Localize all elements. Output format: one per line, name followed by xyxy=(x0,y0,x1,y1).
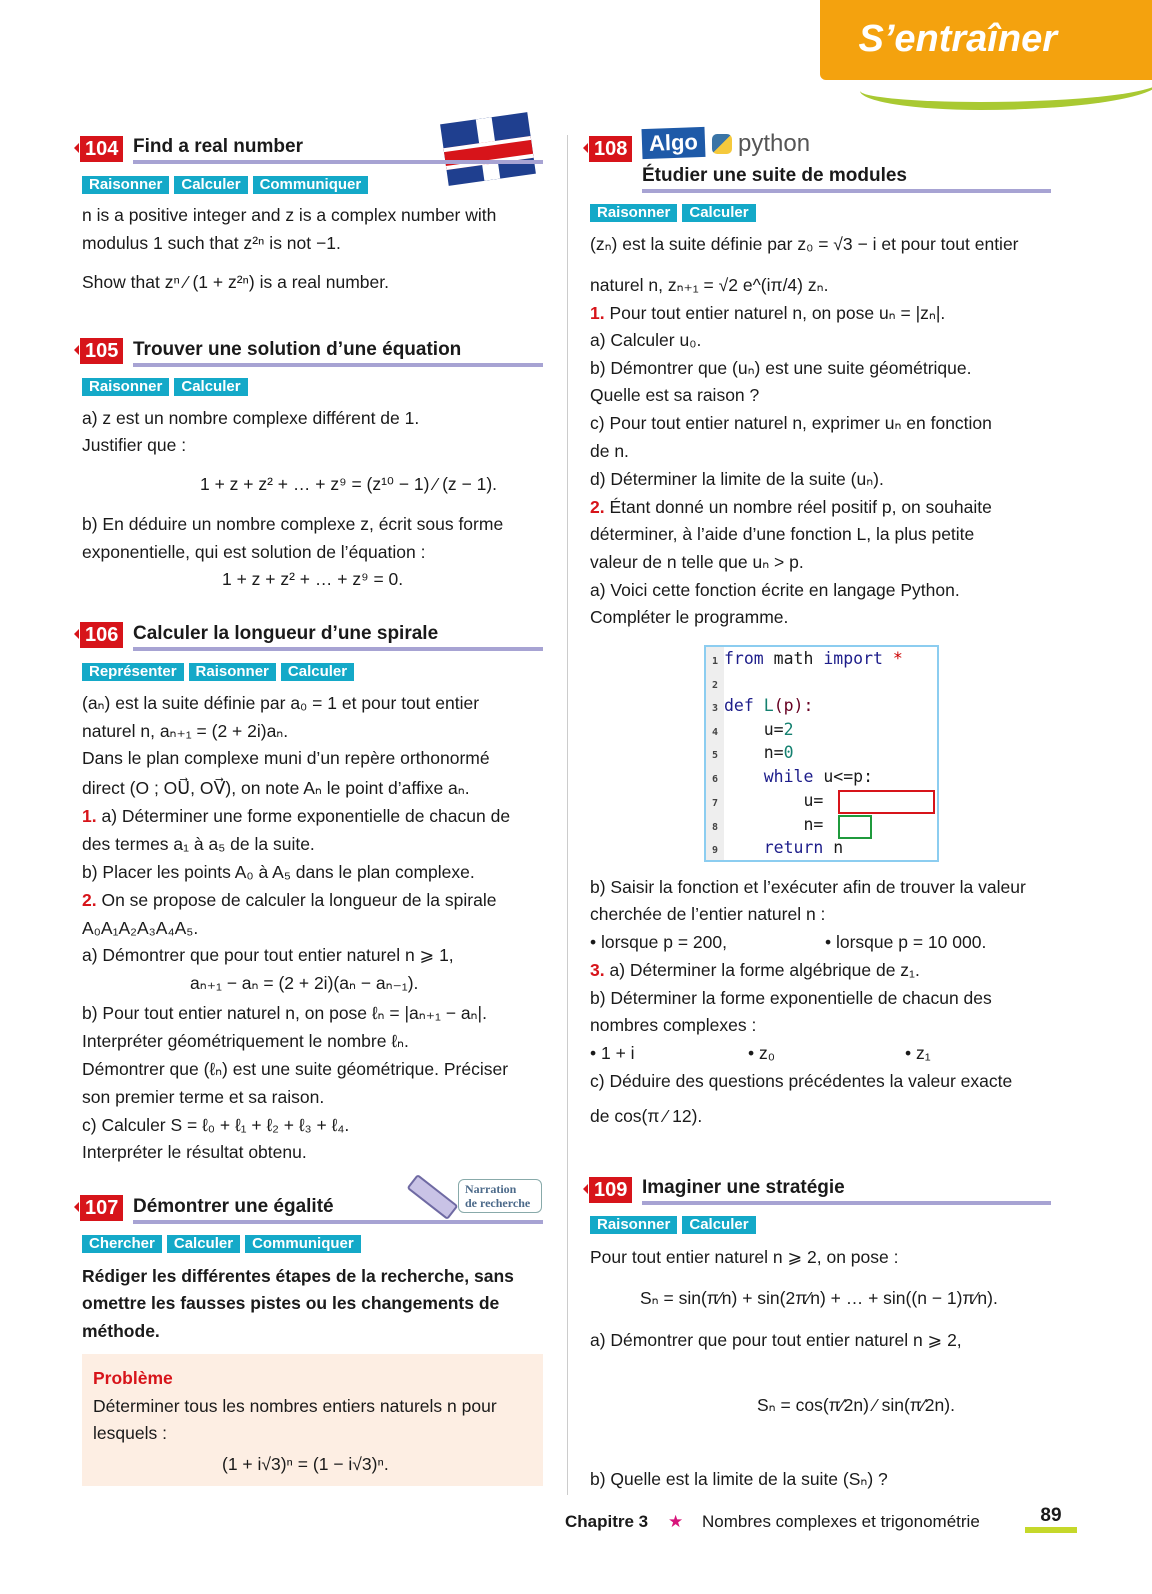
text-line: a) Démontrer que pour tout entier naturel n ⩾ 2, xyxy=(590,1330,962,1350)
text-line: Compléter le programme. xyxy=(590,607,789,627)
algo-badge: Algo xyxy=(641,127,705,159)
text-line: a) z est un nombre complexe différent de 1. xyxy=(82,408,420,428)
skill-tag: Calculer xyxy=(682,204,755,222)
text-span: 1 xyxy=(711,656,719,667)
exercise-title: Trouver une solution d’une équation xyxy=(133,339,462,360)
text-line: A₀A₁A₂A₃A₄A₅. xyxy=(82,918,199,938)
text-span: L xyxy=(753,696,774,715)
title-rule xyxy=(133,647,543,651)
python-icon xyxy=(712,134,732,154)
skill-tags xyxy=(82,378,248,396)
text-span: math xyxy=(763,649,824,668)
text-span: u= xyxy=(803,791,824,810)
text-span: 5 xyxy=(711,750,719,761)
text-line: naturel n, aₙ₊₁ = (2 + 2i)aₙ. xyxy=(82,721,289,741)
python-label: python xyxy=(738,130,811,157)
exercise-title: Démontrer une égalité xyxy=(133,1196,334,1217)
formula: Sₙ = cos(π⁄2n) ⁄ sin(π⁄2n). xyxy=(757,1395,955,1415)
text-line: Pour tout entier naturel n ⩾ 2, on pose : xyxy=(590,1247,899,1267)
text-line: b) Déterminer la forme exponentielle de chacun des xyxy=(590,988,992,1008)
text-line: a) Voici cette fonction écrite en langage Python. xyxy=(590,580,960,600)
text-line: 1. a) Déterminer une forme exponentielle de chacun de xyxy=(82,806,511,826)
pencil-icon xyxy=(406,1174,458,1220)
banner-title: S’entraîner xyxy=(858,18,1057,60)
text-line: Interpréter géométriquement le nombre ℓₙ. xyxy=(82,1031,409,1051)
text-line: aₙ₊₁ − aₙ = (2 + 2i)(aₙ − aₙ₋₁). xyxy=(190,973,419,993)
text-line: d) Déterminer la limite de la suite (uₙ). xyxy=(590,469,884,489)
text-span: 2 xyxy=(783,720,794,739)
skill-tag: Calculer xyxy=(682,1216,755,1234)
text-span: while xyxy=(763,767,814,786)
narration-label: de recherche xyxy=(465,1196,531,1210)
skill-tag: Chercher xyxy=(82,1235,162,1253)
text-span: from xyxy=(724,649,764,668)
text-line: Déterminer tous les nombres entiers naturels n pour xyxy=(93,1396,497,1416)
narration-badge xyxy=(458,1179,542,1213)
text-span: n= xyxy=(763,743,784,762)
text-line: c) Pour tout entier naturel n, exprimer uₙ en fonction xyxy=(590,413,992,433)
problem-label: Problème xyxy=(93,1368,173,1388)
text-span: 2 xyxy=(711,680,719,691)
text-line: Show that zⁿ ⁄ (1 + z²ⁿ) is a real number. xyxy=(82,272,389,292)
python-logo xyxy=(712,130,810,158)
decorative-swoosh xyxy=(860,62,1152,110)
text-line: a) Démontrer que pour tout entier naturel n ⩾ 1, xyxy=(82,945,454,965)
skill-tags xyxy=(82,663,354,681)
exercise-number: 105 xyxy=(80,338,123,364)
text-line: • lorsque p = 10 000. xyxy=(825,932,987,952)
skill-tags xyxy=(590,204,756,222)
text-line: de cos(π ⁄ 12). xyxy=(590,1106,703,1126)
text-line: Dans le plan complexe muni d’un repère orthonormé xyxy=(82,748,490,768)
text-line: 2. Étant donné un nombre réel positif p, on souhaite xyxy=(590,497,992,517)
skill-tag: Raisonner xyxy=(189,663,276,681)
text-line: b) Pour tout entier naturel n, on pose ℓₙ = |aₙ₊₁ − aₙ|. xyxy=(82,1003,487,1023)
formula: (1 + i√3)ⁿ = (1 − i√3)ⁿ. xyxy=(222,1454,389,1474)
text-span: 8 xyxy=(711,822,719,833)
code-line xyxy=(706,647,903,670)
text-line: cherchée de l’entier naturel n : xyxy=(590,904,826,924)
skill-tag: Raisonner xyxy=(590,1216,677,1234)
skill-tag: Raisonner xyxy=(82,176,169,194)
exercise-number: 107 xyxy=(80,1195,123,1221)
text-line: valeur de n telle que uₙ > p. xyxy=(590,552,804,572)
text-span: 6 xyxy=(711,774,719,785)
skill-tag: Raisonner xyxy=(82,378,169,396)
code-line xyxy=(706,836,843,859)
question-number: 1. xyxy=(82,806,97,826)
text-line: (aₙ) est la suite définie par a₀ = 1 et pour tout entier xyxy=(82,693,480,713)
star-icon: ★ xyxy=(668,1512,684,1531)
text-line: 2. On se propose de calculer la longueur de la spirale xyxy=(82,890,497,910)
text-line: Démontrer que (ℓₙ) est une suite géométrique. Préciser xyxy=(82,1059,509,1079)
text-line: exponentielle, qui est solution de l’équation : xyxy=(82,542,426,562)
text-line: Interpréter le résultat obtenu. xyxy=(82,1142,307,1162)
title-rule xyxy=(642,189,1051,193)
text-line: nombres complexes : xyxy=(590,1015,757,1035)
text-line: lesquels : xyxy=(93,1423,167,1443)
exercise-title: Find a real number xyxy=(133,136,303,157)
text-line: (zₙ) est la suite définie par z₀ = √3 − i et pour tout entier xyxy=(590,234,1019,254)
text-span: * xyxy=(882,649,903,668)
title-rule xyxy=(133,363,543,367)
text-span: def xyxy=(724,696,754,715)
exercise-number: 108 xyxy=(589,136,632,162)
formula: 1 + z + z² + … + z⁹ = 0. xyxy=(222,569,404,589)
text-span: n= xyxy=(803,815,824,834)
text-line: des termes a₁ à a₅ de la suite. xyxy=(82,834,315,854)
question-number: 1. xyxy=(590,303,605,323)
title-rule xyxy=(133,1220,543,1224)
title-rule xyxy=(642,1201,1051,1205)
code-line xyxy=(706,813,823,836)
code-line xyxy=(706,741,794,764)
text-line: • z₁ xyxy=(905,1043,931,1063)
text-span: n xyxy=(823,838,844,857)
text-span: (p): xyxy=(773,696,814,715)
skill-tag: Représenter xyxy=(82,663,184,681)
code-line xyxy=(706,765,873,788)
question-number: 2. xyxy=(82,890,97,910)
text-line: omettre les fausses pistes ou les changements de xyxy=(82,1293,500,1313)
text-span: return xyxy=(763,838,824,857)
text-line: c) Déduire des questions précédentes la valeur exacte xyxy=(590,1071,1013,1091)
exercise-number: 106 xyxy=(80,622,123,648)
text-span: u<=p: xyxy=(813,767,874,786)
skill-tag: Calculer xyxy=(174,176,247,194)
text-line: • 1 + i xyxy=(590,1043,635,1063)
text-span: import xyxy=(823,649,883,668)
text-line: b) En déduire un nombre complexe z, écrit sous forme xyxy=(82,514,504,534)
python-code-block xyxy=(704,645,939,862)
title-rule xyxy=(133,160,543,164)
text-line: b) Saisir la fonction et l’exécuter afin de trouver la valeur xyxy=(590,877,1026,897)
skill-tags xyxy=(82,1235,361,1253)
skill-tag: Communiquer xyxy=(253,176,369,194)
skill-tag: Communiquer xyxy=(245,1235,361,1253)
skill-tags xyxy=(82,176,368,194)
text-span: 3 xyxy=(711,703,719,714)
skill-tag: Calculer xyxy=(167,1235,240,1253)
text-line: déterminer, à l’aide d’une fonction L, la plus petite xyxy=(590,524,975,544)
text-span: 0 xyxy=(783,743,794,762)
text-line: 3. a) Déterminer la forme algébrique de z₁. xyxy=(590,960,920,980)
skill-tag: Calculer xyxy=(281,663,354,681)
footer-subject: Nombres complexes et trigonométrie xyxy=(702,1512,980,1531)
text-line: Justifier que : xyxy=(82,435,187,455)
text-line: c) Calculer S = ℓ₀ + ℓ₁ + ℓ₂ + ℓ₃ + ℓ₄. xyxy=(82,1115,350,1135)
footer-chapter: Chapitre 3 xyxy=(565,1512,649,1531)
text-line: son premier terme et sa raison. xyxy=(82,1087,325,1107)
exercise-title: Étudier une suite de modules xyxy=(642,165,907,186)
text-span: 4 xyxy=(711,727,719,738)
column-divider xyxy=(567,135,568,1495)
text-span: 9 xyxy=(711,845,719,856)
code-line xyxy=(706,694,813,717)
text-span: u= xyxy=(763,720,784,739)
code-line xyxy=(706,671,724,694)
code-line xyxy=(706,789,823,812)
text-line: naturel n, zₙ₊₁ = √2 e^(iπ/4) zₙ. xyxy=(590,275,829,295)
code-line xyxy=(706,718,794,741)
skill-tags xyxy=(590,1216,756,1234)
text-line: n is a positive integer and z is a complex number with xyxy=(82,205,497,225)
text-line: b) Quelle est la limite de la suite (Sₙ) ? xyxy=(590,1469,888,1489)
formula: Sₙ = sin(π⁄n) + sin(2π⁄n) + … + sin((n − 1)π⁄n). xyxy=(640,1288,998,1308)
blank-input-n[interactable] xyxy=(838,815,872,839)
text-line: b) Démontrer que (uₙ) est une suite géométrique. xyxy=(590,358,972,378)
text-line: • lorsque p = 200, xyxy=(590,932,727,952)
text-line: de n. xyxy=(590,441,629,461)
text-line: direct (O ; OU⃗, OV⃗), on note Aₙ le point d’affixe aₙ. xyxy=(82,778,470,798)
skill-tag: Calculer xyxy=(174,378,247,396)
exercise-number: 109 xyxy=(589,1177,632,1203)
question-number: 3. xyxy=(590,960,605,980)
text-line: Rédiger les différentes étapes de la recherche, sans xyxy=(82,1266,514,1286)
text-line: • z₀ xyxy=(748,1043,776,1063)
blank-input-u[interactable] xyxy=(838,790,935,814)
exercise-number: 104 xyxy=(80,136,123,162)
formula: 1 + z + z² + … + z⁹ = (z¹⁰ − 1) ⁄ (z − 1). xyxy=(200,474,498,494)
page-number: 89 xyxy=(1025,1505,1077,1533)
uk-flag-icon xyxy=(440,112,536,186)
question-number: 2. xyxy=(590,497,605,517)
exercise-title: Imaginer une stratégie xyxy=(642,1177,845,1198)
text-line: b) Placer les points A₀ à A₅ dans le plan complexe. xyxy=(82,862,475,882)
text-line: a) Calculer u₀. xyxy=(590,330,702,350)
exercise-title: Calculer la longueur d’une spirale xyxy=(133,623,439,644)
text-line: 1. Pour tout entier naturel n, on pose uₙ = |zₙ|. xyxy=(590,303,946,323)
text-line: modulus 1 such that z²ⁿ is not −1. xyxy=(82,233,341,253)
skill-tag: Raisonner xyxy=(590,204,677,222)
text-line: Quelle est sa raison ? xyxy=(590,385,760,405)
text-span: 7 xyxy=(711,798,719,809)
text-line: méthode. xyxy=(82,1321,160,1341)
narration-label: Narration xyxy=(465,1182,517,1196)
